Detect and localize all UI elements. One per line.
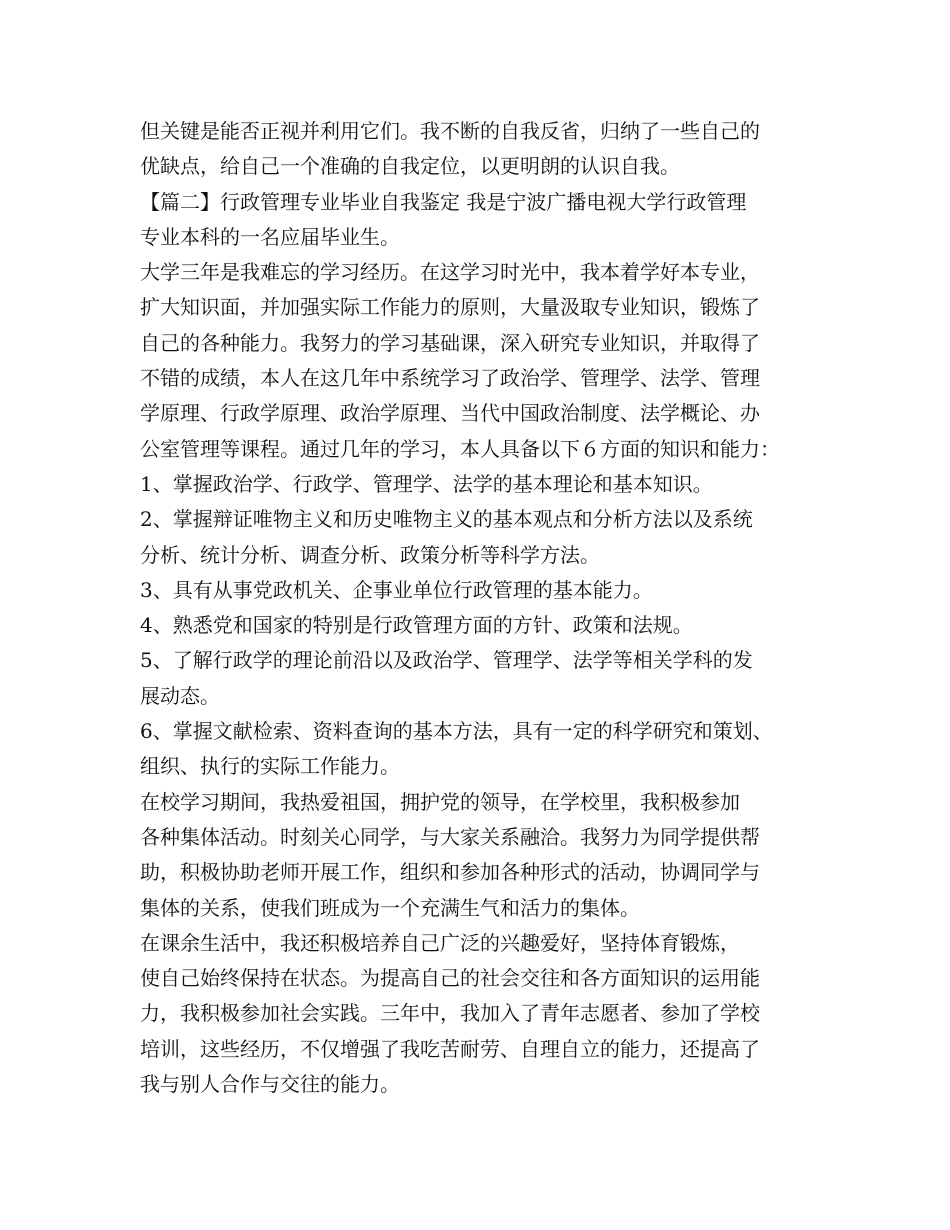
text-line: 我与别人合作与交往的能力。 (140, 1072, 400, 1097)
paragraph-start-line: 大学三年是我难忘的学习经历。在这学习时光中，我本着学好本专业， (140, 260, 760, 285)
text-line: 扩大知识面，并加强实际工作能力的原则，大量汲取专业知识，锻炼了 (140, 295, 760, 320)
list-item-2: 2、掌握辩证唯物主义和历史唯物主义的基本观点和分析方法以及系统 (140, 507, 753, 532)
text-line: 助，积极协助老师开展工作，组织和参加各种形式的活动，协调同学与 (140, 860, 760, 885)
list-item-1: 1、掌握政治学、行政学、管理学、法学的基本理论和基本知识。 (140, 471, 713, 496)
text-line: 自己的各种能力。我努力的学习基础课，深入研究专业知识，并取得了 (140, 330, 760, 355)
document-body (140, 114, 840, 1102)
text-line: 力，我积极参加社会实践。三年中，我加入了青年志愿者、参加了学校 (140, 1001, 760, 1026)
list-item-5: 5、了解行政学的理论前沿以及政治学、管理学、法学等相关学科的发 (140, 648, 753, 673)
list-item-3: 3、具有从事党政机关、企事业单位行政管理的基本能力。 (140, 577, 653, 602)
paragraph-start-line: 在课余生活中，我还积极培养自己广泛的兴趣爱好，坚持体育锻炼， (140, 930, 740, 955)
text-line: 不错的成绩，本人在这几年中系统学习了政治学、管理学、法学、管理 (140, 366, 760, 391)
text-line: 公室管理等课程。通过几年的学习，本人具备以下６方面的知识和能力： (140, 436, 780, 461)
text-line: 学原理、行政学原理、政治学原理、当代中国政治制度、法学概论、办 (140, 401, 760, 426)
text-line: 使自己始终保持在状态。为提高自己的社会交往和各方面知识的运用能 (140, 966, 760, 991)
list-item-4: 4、熟悉党和国家的特别是行政管理方面的方针、政策和法规。 (140, 613, 693, 638)
text-line: 各种集体活动。时刻关心同学，与大家关系融洽。我努力为同学提供帮 (140, 824, 760, 849)
text-line: 优缺点，给自己一个准确的自我定位，以更明朗的认识自我。 (140, 154, 680, 179)
list-item-6: 6、掌握文献检索、资料查询的基本方法，具有一定的科学研究和策划、 (140, 719, 773, 744)
text-line: 组织、执行的实际工作能力。 (140, 754, 400, 779)
text-line: 但关键是能否正视并利用它们。我不断的自我反省，归纳了一些自己的 (140, 119, 760, 143)
text-line: 培训，这些经历，不仅增强了我吃苦耐劳、自理自立的能力，还提高了 (140, 1036, 760, 1061)
section-heading-line: 【篇二】行政管理专业毕业自我鉴定 我是宁波广播电视大学行政管理 (140, 189, 747, 214)
text-line: 专业本科的一名应届毕业生。 (140, 224, 400, 249)
text-line: 集体的关系，使我们班成为一个充满生气和活力的集体。 (140, 895, 640, 920)
text-line: 展动态。 (140, 683, 220, 708)
paragraph-start-line: 在校学习期间，我热爱祖国，拥护党的领导，在学校里，我积极参加 (140, 789, 740, 814)
text-line: 分析、统计分析、调查分析、政策分析等科学方法。 (140, 542, 600, 567)
